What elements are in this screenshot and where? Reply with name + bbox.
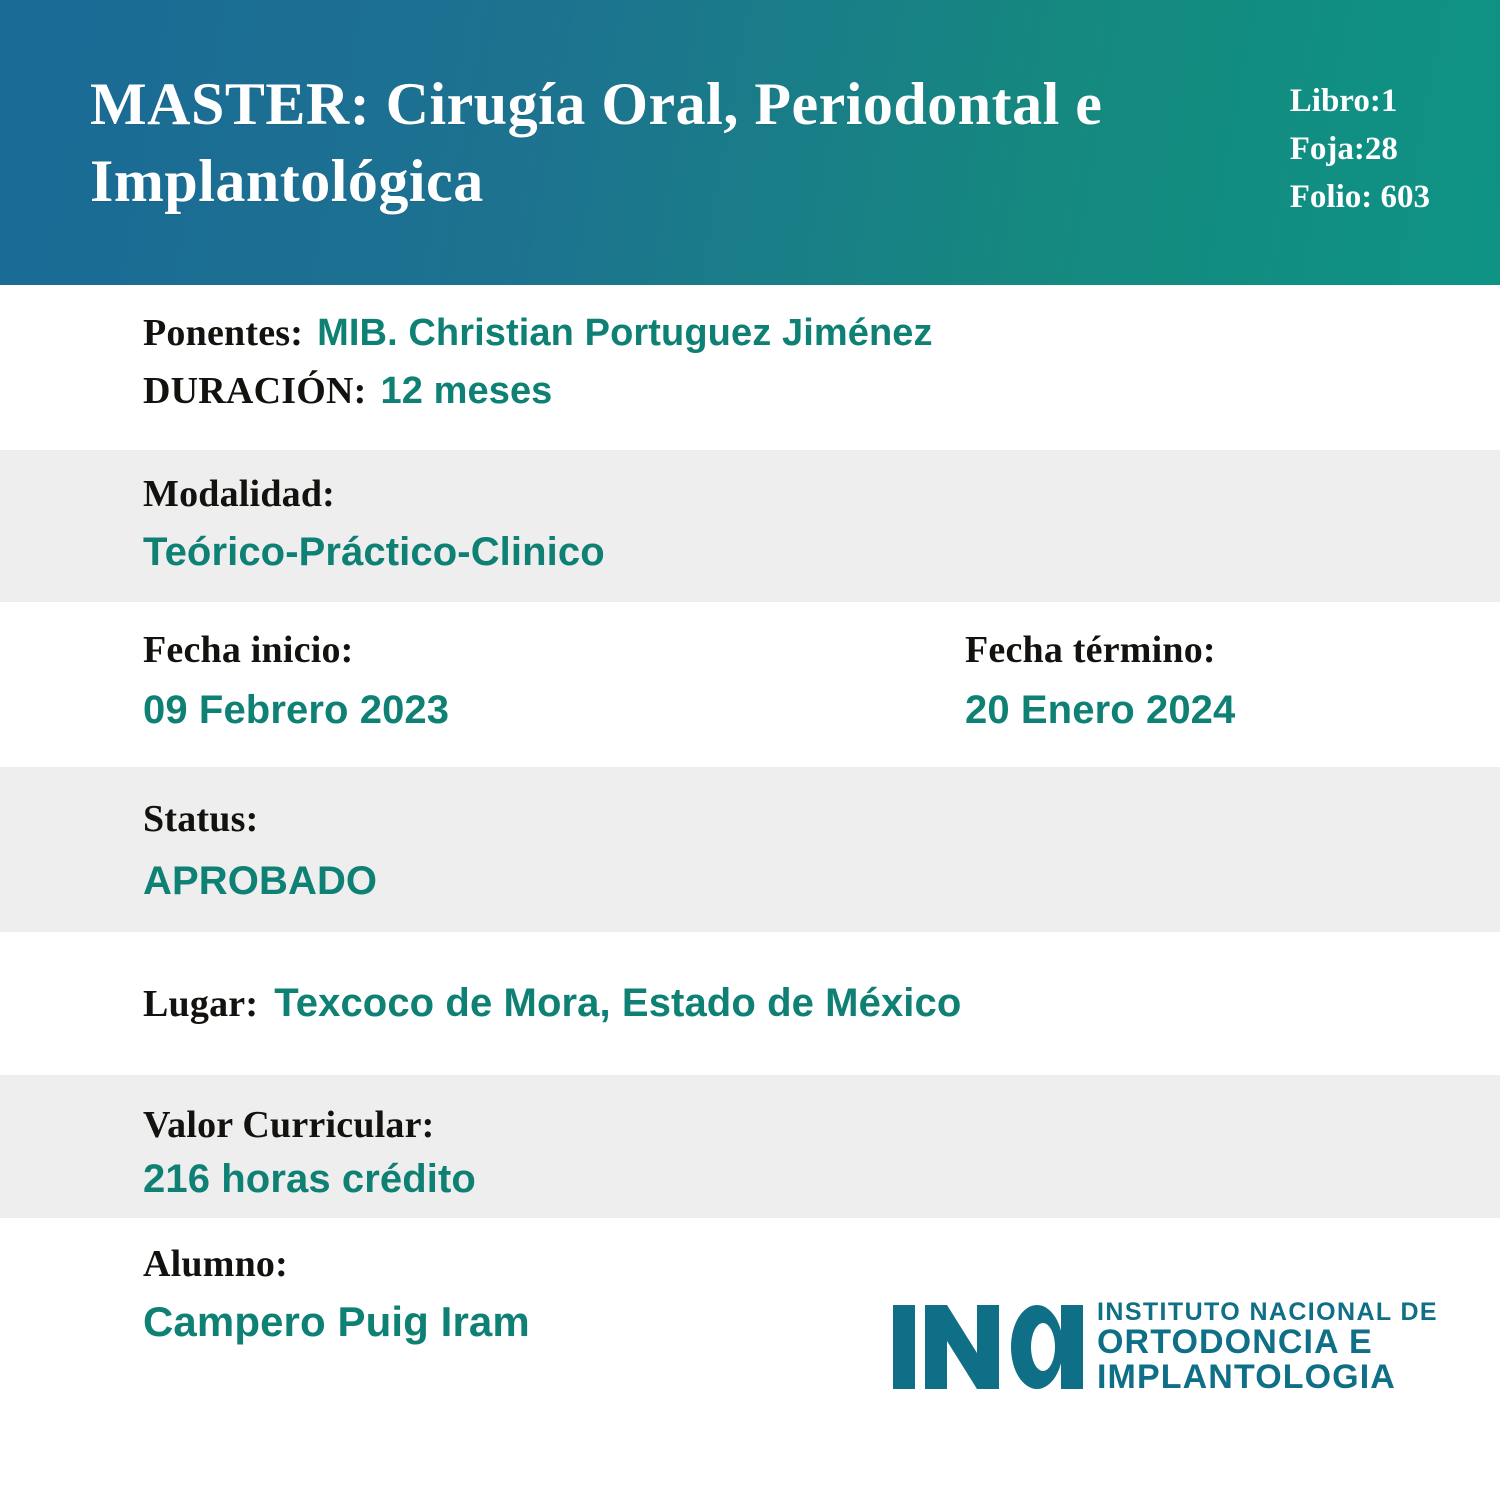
duracion-line [143, 369, 1500, 413]
logo-line-1: INSTITUTO NACIONAL DE [1097, 1297, 1438, 1326]
status-badge: APROBADO [143, 859, 378, 903]
status-label: Status: [143, 798, 259, 840]
fecha-inicio-group [143, 628, 449, 733]
lugar-line [143, 981, 961, 1026]
valor-curricular-label: Valor Curricular: [143, 1104, 435, 1146]
row-valor-curricular [0, 1075, 1500, 1218]
ponentes-line [143, 311, 1500, 355]
inoi-logo-text [1097, 1297, 1438, 1396]
row-status [0, 767, 1500, 932]
row-modalidad [0, 450, 1500, 602]
lugar-value: Texcoco de Mora, Estado de México [274, 981, 962, 1025]
row-lugar [0, 932, 1500, 1075]
modalidad-value: Teórico-Práctico-Clinico [143, 530, 605, 574]
duracion-value: 12 meses [380, 370, 553, 412]
logo-line-2: ORTODONCIA E [1097, 1323, 1373, 1362]
fecha-inicio-value: 09 Febrero 2023 [143, 688, 450, 732]
ponentes-label: Ponentes: [143, 312, 304, 354]
libro-text: Libro:1 [1289, 83, 1398, 119]
logo-line-3: IMPLANTOLOGIA [1097, 1357, 1396, 1396]
lugar-label: Lugar: [143, 983, 259, 1025]
fecha-termino-label: Fecha término: [965, 629, 1216, 671]
fecha-inicio-label: Fecha inicio: [143, 629, 354, 671]
valor-curricular-value: 216 horas crédito [143, 1157, 476, 1201]
alumno-label: Alumno: [143, 1243, 288, 1285]
duracion-label: DURACIÓN: [143, 370, 367, 412]
modalidad-label: Modalidad: [143, 473, 336, 515]
ponentes-value: MIB. Christian Portuguez Jiménez [317, 312, 933, 354]
inoi-logomark-icon [893, 1299, 1083, 1395]
folio-text: Folio: 603 [1289, 178, 1430, 215]
header-banner [0, 0, 1500, 285]
page-title: MASTER: Cirugía Oral, Periodontal e Implantológica [90, 70, 1103, 214]
foja-text: Foja:28 [1289, 130, 1398, 167]
alumno-value: Campero Puig Iram [143, 1298, 530, 1345]
fecha-termino-group [965, 628, 1235, 733]
registry-meta [1290, 78, 1430, 222]
row-ponentes [0, 285, 1500, 450]
row-fechas [0, 602, 1500, 767]
fecha-termino-value: 20 Enero 2024 [965, 688, 1236, 732]
inoi-logo [893, 1299, 1438, 1395]
row-alumno [0, 1218, 1500, 1457]
